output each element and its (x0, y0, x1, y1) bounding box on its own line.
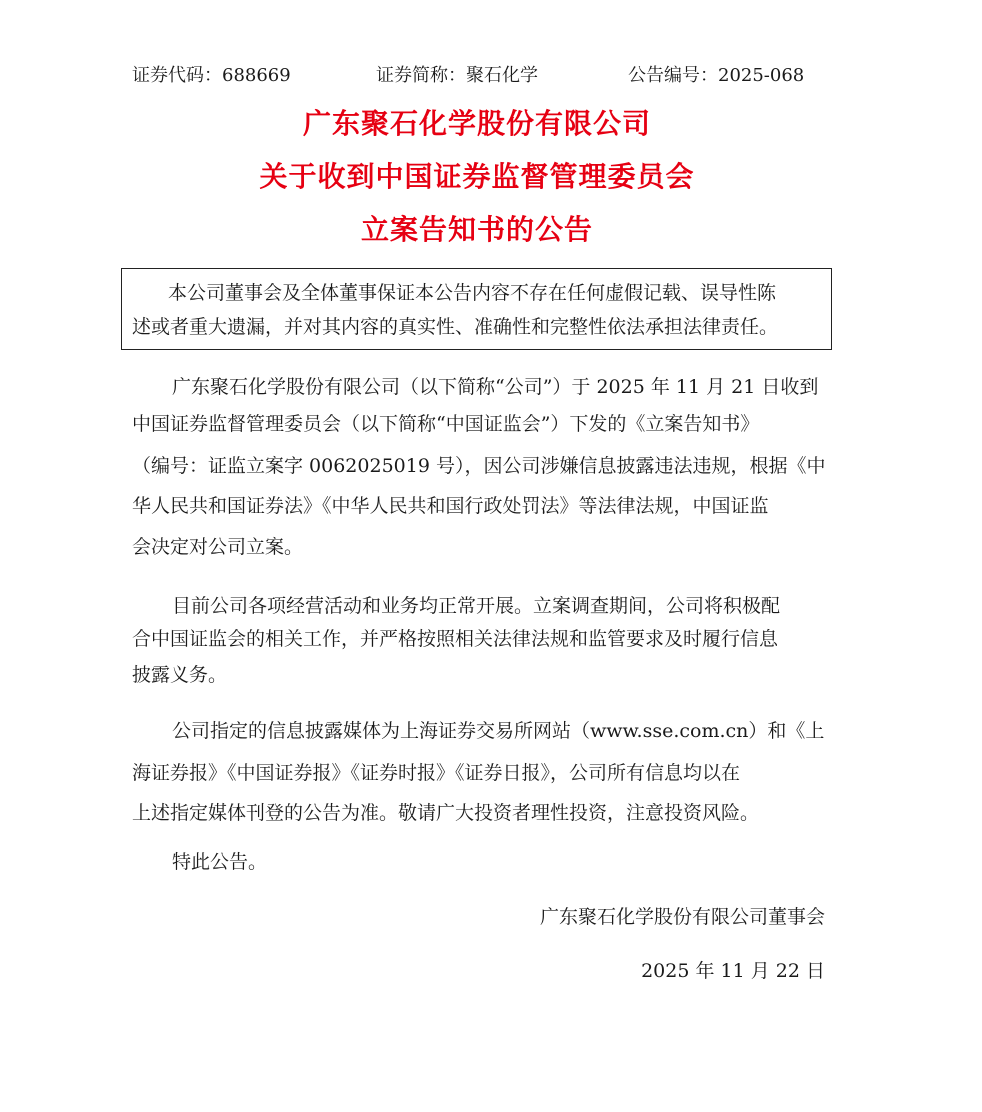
stock-code: 证券代码：688669 (132, 65, 291, 86)
notice-number: 公告编号：2025-068 (628, 65, 805, 86)
paragraph-1-line-1: 广东聚石化学股份有限公司（以下简称“公司”）于 2025 年 11 月 21 日收到 (172, 376, 819, 398)
paragraph-3-line-3: 上述指定媒体刊登的公告为准。敬请广大投资者理性投资，注意投资风险。 (132, 802, 760, 824)
disclaimer-line-2: 述或者重大遗漏，并对其内容的真实性、准确性和完整性依法承担法律责任。 (132, 316, 779, 338)
paragraph-2-line-3: 披露义务。 (132, 664, 228, 686)
disclaimer-box (121, 268, 832, 350)
paragraph-2-line-2: 合中国证监会的相关工作，并严格按照相关法律法规和监管要求及时履行信息 (132, 628, 779, 650)
paragraph-1-line-5: 会决定对公司立案。 (132, 536, 304, 558)
paragraph-3-line-1: 公司指定的信息披露媒体为上海证券交易所网站（www.sse.com.cn）和《上 (172, 720, 825, 742)
paragraph-1-line-4: 华人民共和国证券法》《中华人民共和国行政处罚法》等法律法规，中国证监 (132, 495, 769, 517)
signature-org: 广东聚石化学股份有限公司董事会 (539, 906, 825, 928)
paragraph-3-line-2: 海证券报》《中国证券报》《证券时报》《证券日报》，公司所有信息均以在 (132, 762, 741, 784)
document-header (132, 62, 822, 90)
paragraph-1-line-2: 中国证券监督管理委员会（以下简称“中国证监会”）下发的《立案告知书》 (132, 413, 760, 435)
disclaimer-line-1: 本公司董事会及全体董事保证本公告内容不存在任何虚假记载、误导性陈 (168, 282, 777, 304)
signature-date: 2025 年 11 月 22 日 (641, 960, 825, 982)
paragraph-1-line-3: （编号：证监立案字 0062025019 号），因公司涉嫌信息披露违法违规，根据《中 (132, 455, 826, 477)
stock-name: 证券简称：聚石化学 (376, 65, 538, 86)
title-line-1: 广东聚石化学股份有限公司 (302, 107, 651, 140)
title-line-2: 关于收到中国证券监督管理委员会 (259, 160, 695, 193)
closing-statement: 特此公告。 (172, 851, 268, 873)
paragraph-2-line-1: 目前公司各项经营活动和业务均正常开展。立案调查期间，公司将积极配 (172, 595, 781, 617)
title-line-3: 立案告知书的公告 (360, 213, 593, 246)
